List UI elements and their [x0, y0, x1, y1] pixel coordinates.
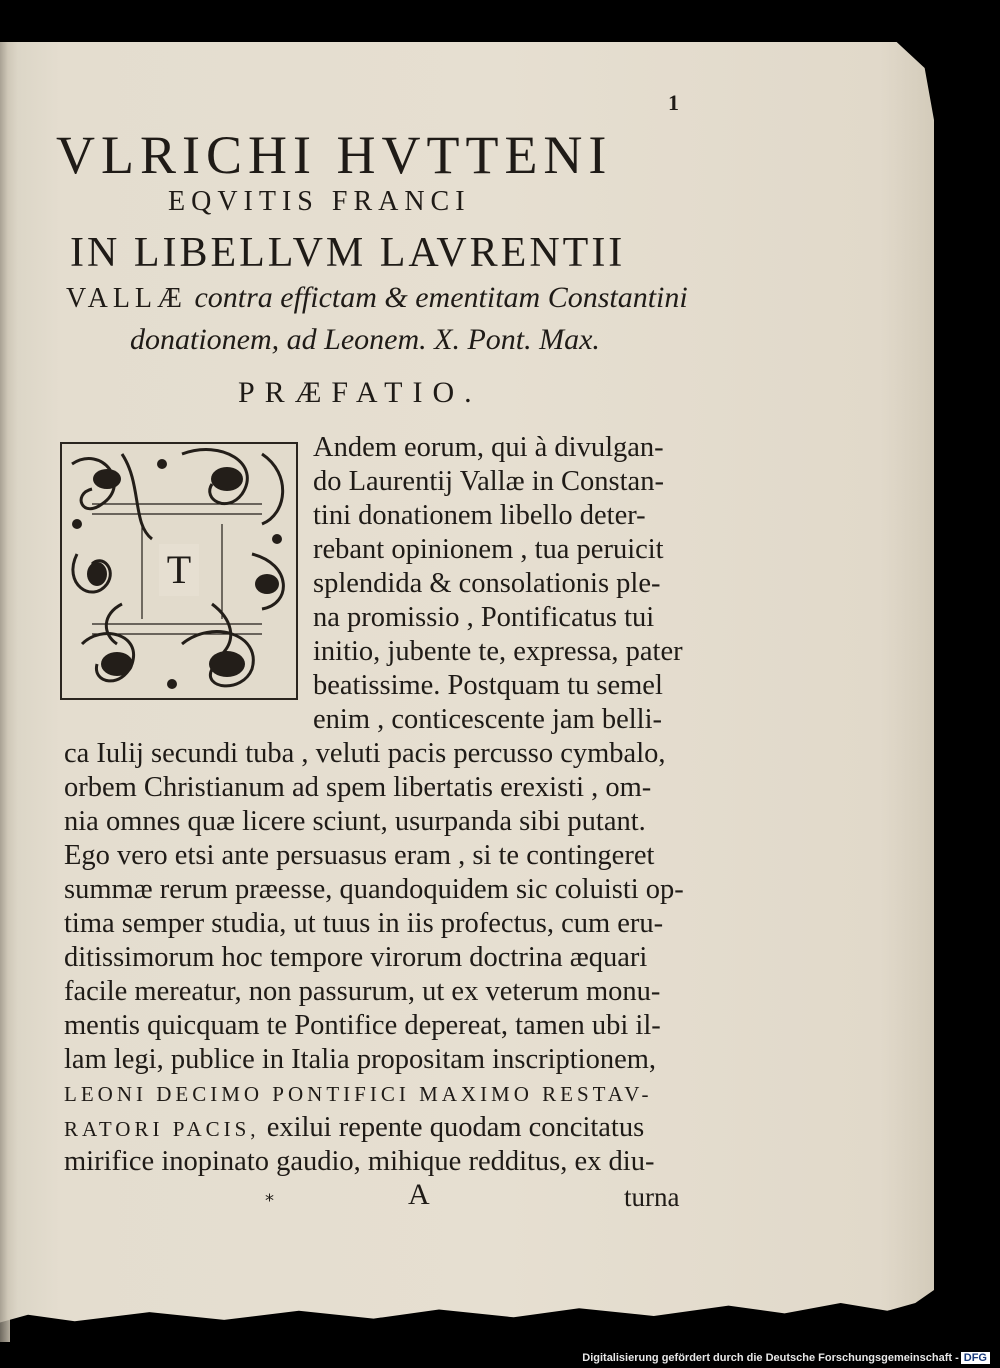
title-line-libellum: IN LIBELLVM LAVRENTII — [70, 230, 626, 276]
body-line-10: ca Iulij secundi tuba , veluti pacis percusso cymbalo, — [64, 738, 666, 769]
title-valla-rest: contra effictam & ementitam Constantini — [194, 281, 688, 314]
section-heading-praefatio: PRÆFATIO. — [238, 376, 482, 409]
smallcaps-ratori-pacis: RATORI PACIS, — [64, 1117, 260, 1141]
body-line-12: nia omnes quæ licere sciunt, usurpanda sibi putant. — [64, 806, 646, 837]
body-line-16: ditissimorum hoc tempore virorum doctrina æquari — [64, 942, 648, 973]
body-line-8: beatissime. Postquam tu semel — [313, 670, 663, 701]
body-line-14: summæ rerum præesse, quandoquidem sic coluisti op- — [64, 874, 684, 905]
body-line-5: splendida & consolationis ple- — [313, 568, 661, 599]
body-line-7: initio, jubente te, expressa, pater — [313, 636, 683, 667]
body-line-21 — [64, 1112, 644, 1144]
body-line-9: enim , conticescente jam belli- — [313, 704, 662, 735]
body-line-22: mirifice inopinato gaudio, mihique redditus, ex diu- — [64, 1146, 655, 1177]
title-line-donationem: donationem, ad Leonem. X. Pont. Max. — [130, 323, 600, 356]
body-line-3: tini donationem libello deter- — [313, 500, 646, 531]
title-line-author: VLRICHI HVTTENI — [56, 125, 613, 185]
body-line-13: Ego vero etsi ante persuasus eram , si te contingeret — [64, 840, 655, 871]
body-line-4: rebant opinionem , tua peruicit — [313, 534, 664, 565]
dfg-logo: DFG — [961, 1352, 990, 1364]
body-line-6: na promissio , Pontificatus tui — [313, 602, 655, 633]
body-line-18: mentis quicquam te Pontifice depereat, tamen ubi il- — [64, 1010, 661, 1041]
credit-text: Digitalisierung gefördert durch die Deutsche Forschungsgemeinschaft - — [582, 1352, 959, 1364]
body-line-20-smallcaps: LEONI DECIMO PONTIFICI MAXIMO RESTAV- — [64, 1082, 653, 1106]
body-line-11: orbem Christianum ad spem libertatis erexisti , om- — [64, 772, 652, 803]
body-line-21-rest: exilui repente quodam concitatus — [259, 1112, 645, 1143]
decorated-initial — [60, 442, 298, 700]
body-line-17: facile mereatur, non passurum, ut ex veterum monu- — [64, 976, 661, 1007]
body-line-1: Andem eorum, qui à divulgan- — [313, 432, 664, 463]
title-valla-caps: VALLÆ — [66, 283, 187, 314]
body-line-19: lam legi, publice in Italia propositam inscriptionem, — [64, 1044, 657, 1075]
title-line-valla — [66, 283, 688, 313]
body-line-15: tima semper studia, ut tuus in iis profectus, cum eru- — [64, 908, 664, 939]
catchword: turna — [624, 1182, 680, 1212]
initial-letter-t: T — [159, 544, 199, 596]
body-line-2: do Laurentij Vallæ in Constan- — [313, 466, 664, 497]
page-number: 1 — [668, 90, 679, 115]
signature-mark: ⁎ — [265, 1185, 274, 1205]
signature-letter: A — [408, 1178, 430, 1211]
title-line-rank: EQVITIS FRANCI — [168, 186, 471, 217]
digitization-credit — [582, 1352, 990, 1364]
